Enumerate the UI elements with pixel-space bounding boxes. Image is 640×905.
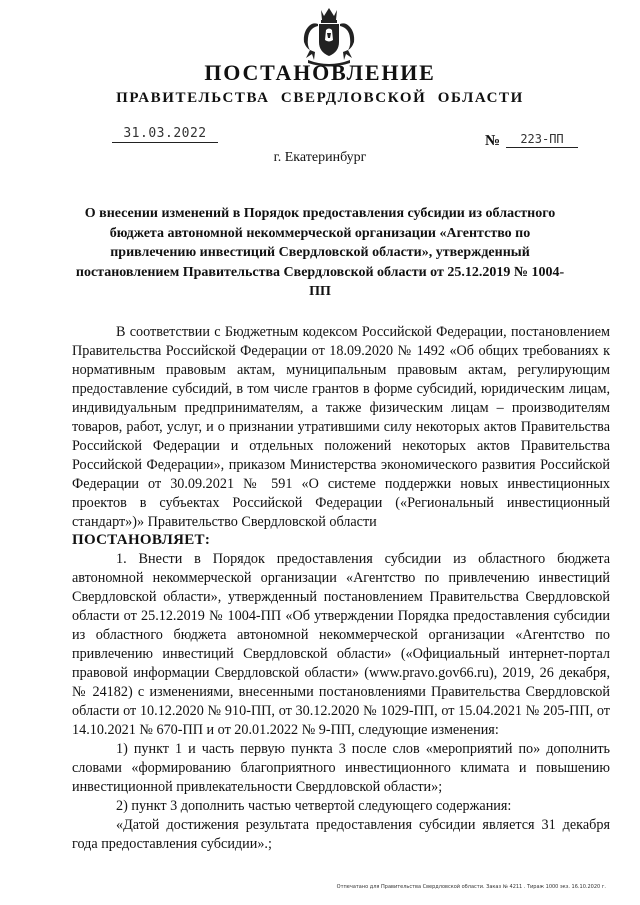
number-sign: №: [485, 133, 501, 149]
document-date: 31.03.2022: [112, 126, 218, 143]
decree-word: ПОСТАНОВЛЯЕТ:: [72, 532, 211, 549]
city: г. Екатеринбург: [273, 150, 367, 165]
document-subject: О внесении изменений в Порядок предоставления субсидии из областного бюджета автономной некоммерческой организации «Агентство по привлечению инвестиций Свердловской области», утвержденный постановлением Правительства Свердловской области от 25.12.2019 № 1004-ПП: [75, 206, 565, 299]
subitem-2-paragraph: 2) пункт 3 дополнить частью четвертой следующего содержания:: [116, 797, 512, 814]
document-body: [72, 323, 610, 854]
document-type-title: ПОСТАНОВЛЕНИЕ: [204, 60, 436, 85]
coat-of-arms-icon: [300, 6, 358, 68]
item-1-paragraph: 1. Внести в Порядок предоставления субсидии из областного бюджета автономной некоммерческой организации «Агентство по привлечению инвестиций Свердловской области», утвержденный постановлением Правительства Свердловской области от 25.12.2019 № 1004-ПП «Об утверждении Порядка предоставления субсидии из областного бюджета автономной некоммерческой организации «Агентство по привлечению инвестиций Свердловской области» («Официальный интернет-портал правовой информации Свердловской области» (www.pravo.gov66.ru), 2019, 26 декабря, № 24182) с изменениями, внесенными постановлениями Правительства Свердловской области от 10.12.2020 № 910-ПП, от 30.12.2020 № 1029-ПП, от 15.04.2021 № 205-ПП, от 14.10.2021 № 670-ПП и от 20.01.2022 № 9-ПП, следующие изменения:: [72, 551, 610, 739]
preamble-paragraph: В соответствии с Бюджетным кодексом Российской Федерации, постановлением Правительства Российской Федерации от 18.09.2020 № 1492 «Об общих требованиях к нормативным правовым актам, муниципальным правовым актам, регулирующим предоставление субсидий, в том числе грантов в форме субсидий, юридическим лицам, индивидуальным предпринимателям, а также физическим лицам – производителям товаров, работ, услуг, и о признании утратившими силу некоторых актов Правительства Российской Федерации и отдельных положений некоторых актов Правительства Российской Федерации», приказом Министерства экономического развития Российской Федерации от 30.09.2021 № 591 «О системе поддержки новых инвестиционных проектов в субъектах Российской Федерации («Региональный инвестиционный стандарт»)» Правительство Свердловской области: [72, 324, 610, 530]
print-footer: Отпечатано для Правительства Свердловской области. Заказ № 4211 . Тираж 1000 экз. 16.10.2020 г.: [336, 884, 606, 890]
subitem-2-quote: «Датой достижения результата предоставления субсидии является 31 декабря года предоставления субсидии».;: [72, 816, 610, 852]
issuing-authority: ПРАВИТЕЛЬСТВА СВЕРДЛОВСКОЙ ОБЛАСТИ: [116, 90, 524, 106]
subitem-1-paragraph: 1) пункт 1 и часть первую пункта 3 после слов «мероприятий по» дополнить словами «формированию благоприятного инвестиционного климата и повышению инвестиционной привлекательности Свердловской области»;: [72, 740, 610, 795]
document-number: 223-ПП: [506, 132, 578, 148]
